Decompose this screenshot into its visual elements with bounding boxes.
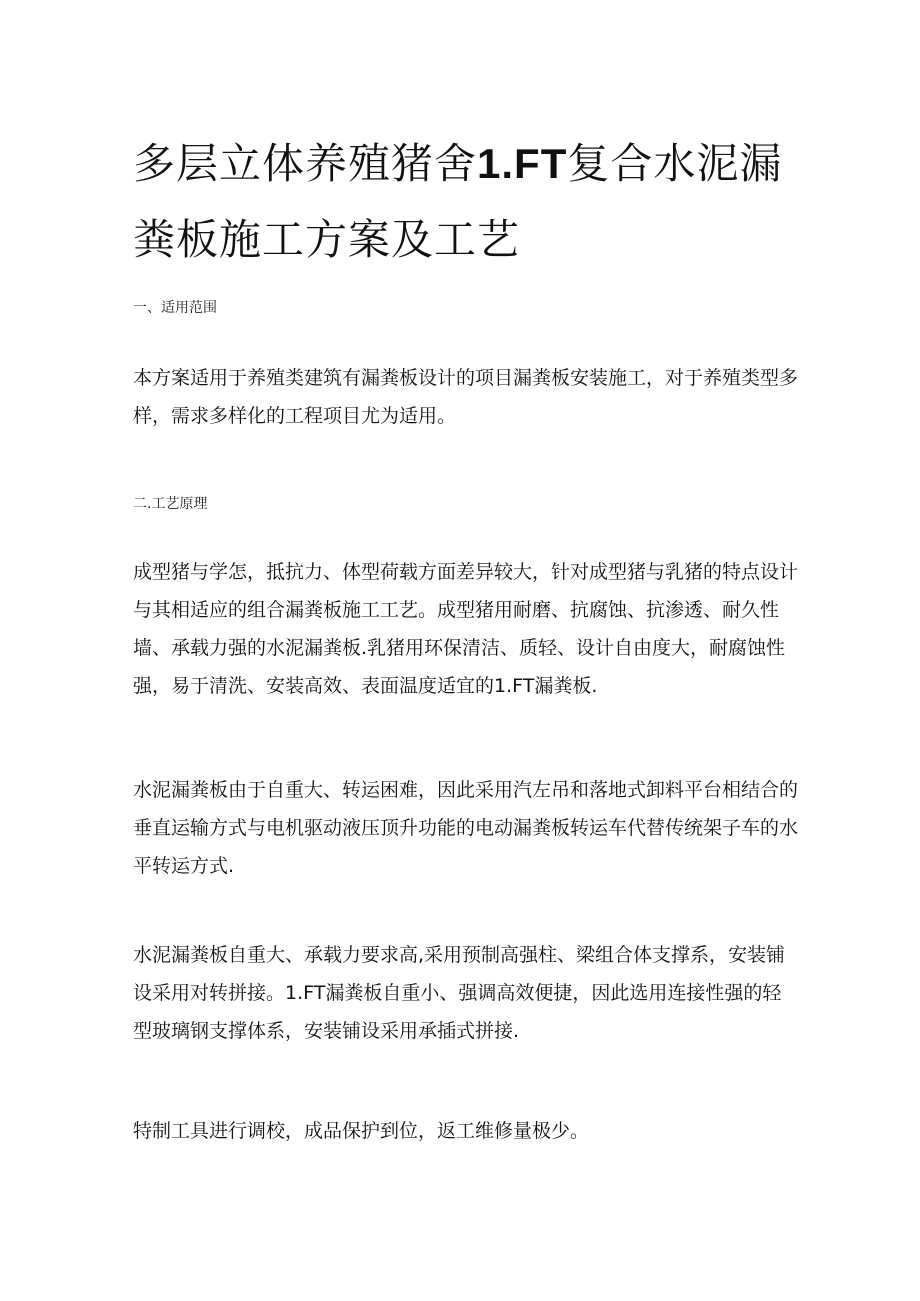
- paragraph-principle-4: 特制工具进行调校，成品保护到位，返工维修量极少。: [133, 1120, 590, 1142]
- title-text-latin: 1.FT: [477, 140, 568, 187]
- section-heading-scope: 一、适用范围: [133, 300, 217, 316]
- paragraph-principle-1: 成型猪与学怎，抵抗力、体型荷载方面差异较大，针对成型猪与乳猪的特点设计与其相适应的组合漏粪板施工工艺。成型猪用耐磨、抗腐蚀、抗渗透、耐久性墙、承载力强的水泥漏粪板.乳猪用环保清洁、质轻、设计自由度大，耐腐蚀性强，易于清洗、安装高效、表面温度适宜的1.FT漏粪板.: [133, 561, 799, 697]
- document-title: [133, 126, 793, 278]
- title-text-part2: 复合水泥漏粪板施工方案及工艺: [133, 139, 783, 264]
- title-text-part1: 多层立体养殖猪舍: [133, 139, 478, 188]
- section-heading-principle: 二.工艺原理: [133, 496, 208, 512]
- paragraph-principle-3: 水泥漏粪板自重大、承载力要求高,采用预制高强柱、梁组合体支撑系，安装铺设采用对转拼接。1.FT漏粪板自重小、强调高效便捷，因此选用连接性强的轻型玻璃钢支撑体系，安装铺设采用承插式拼接.: [133, 944, 786, 1042]
- paragraph-principle-2: 水泥漏粪板由于自重大、转运困难，因此采用汽左吊和落地式卸料平台相结合的垂直运输方式与电机驱动液压顶升功能的电动漏粪板转运车代替传统架子车的水平转运方式.: [133, 779, 799, 877]
- paragraph-scope: 本方案适用于养殖类建筑有漏粪板设计的项目漏粪板安装施工，对于养殖类型多样，需求多样化的工程项目尤为适用。: [133, 367, 799, 427]
